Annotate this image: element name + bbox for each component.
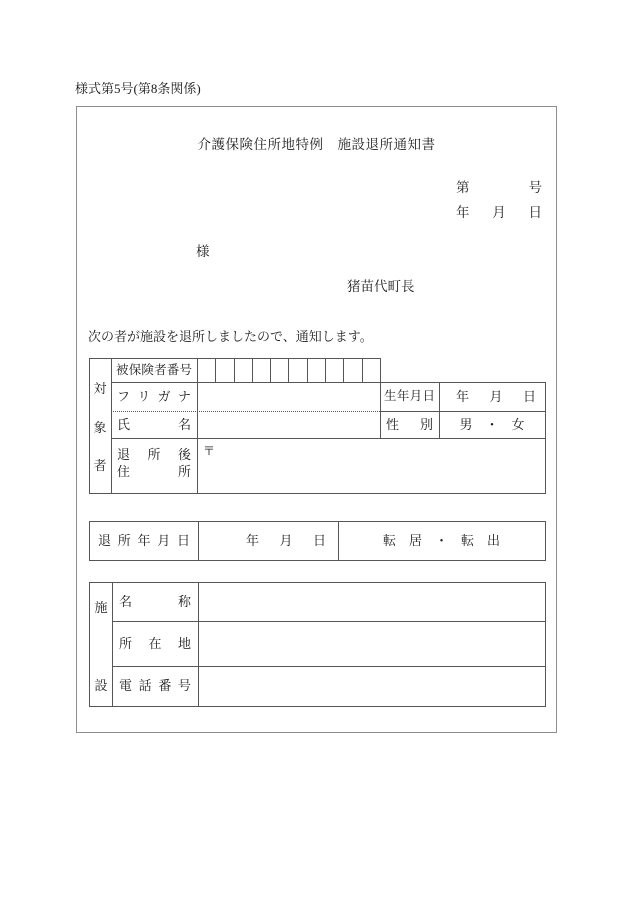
sex-label: 性 別	[386, 417, 433, 432]
subject-side-char: 者	[93, 458, 107, 473]
insured-number-digit-cell	[271, 358, 289, 382]
facility-name-value-field	[198, 583, 545, 621]
insured-number-digit-cell	[308, 358, 326, 382]
subject-side-char: 対	[93, 381, 107, 396]
facility-location-value-field	[198, 621, 545, 666]
move-type-value-field: 転 居 ・ 転 出	[382, 533, 500, 548]
insured-number-label: 被保険者番号	[116, 363, 192, 377]
doc-number-suffix: 号	[528, 180, 542, 195]
divider	[545, 382, 546, 494]
doc-date-year: 年	[456, 205, 470, 220]
furigana-label: フ リ ガ ナ	[117, 389, 191, 404]
form-outer-box	[76, 106, 557, 733]
facility-location-label: 所 在 地	[119, 636, 191, 651]
name-value-field	[197, 411, 380, 438]
insured-number-digit-cell	[235, 358, 253, 382]
form-title: 介護保険住所地特例 施設退所通知書	[197, 137, 436, 152]
discharge-table	[89, 521, 546, 561]
intro-sentence: 次の者が施設を退所しましたので、通知します。	[88, 329, 373, 344]
facility-table	[89, 582, 546, 707]
discharge-date-label: 退 所 年 月 日	[98, 533, 190, 548]
sender-title: 猪苗代町長	[347, 279, 415, 294]
sex-value-field: 男 ・ 女	[459, 417, 525, 432]
insured-number-digit-cell	[326, 358, 344, 382]
birth-date-value-field: 年 月 日	[456, 389, 536, 404]
doc-date-day: 日	[528, 205, 542, 220]
facility-side-char: 施	[94, 600, 108, 615]
facility-phone-value-field	[198, 666, 545, 706]
addressee-suffix: 様	[196, 244, 210, 259]
postal-mark: 〒	[203, 444, 216, 458]
address-label-line1: 退 所 後	[117, 447, 191, 462]
facility-side-char: 設	[94, 678, 108, 693]
discharge-date-value-field: 年 月 日	[246, 533, 326, 548]
insured-number-digit-cells	[198, 358, 380, 382]
doc-date-month: 月	[492, 205, 506, 220]
insured-number-digit-cell	[289, 358, 307, 382]
insured-number-digit-cell	[344, 358, 362, 382]
name-label: 氏 名	[117, 417, 191, 432]
facility-name-label: 名 称	[119, 594, 191, 609]
doc-number-line	[456, 176, 542, 195]
birth-date-label: 生年月日	[384, 389, 435, 403]
subject-side-label	[89, 358, 111, 494]
subject-side-char: 象	[93, 419, 107, 435]
facility-phone-label: 電 話 番 号	[119, 678, 191, 693]
doc-number-prefix: 第	[456, 180, 470, 195]
insured-number-digit-cell	[253, 358, 271, 382]
furigana-value-field	[197, 382, 380, 411]
address-label-line2: 住 所	[117, 464, 191, 479]
insured-number-digit-cell	[216, 358, 234, 382]
insured-number-digit-cell	[198, 358, 216, 382]
address-label	[111, 438, 197, 494]
facility-side-label	[90, 583, 112, 706]
insured-number-digit-cell	[363, 358, 380, 382]
address-value-field	[197, 438, 545, 494]
subject-table	[89, 358, 546, 494]
form-code: 様式第5号(第8条関係)	[75, 81, 201, 96]
doc-date-line	[456, 201, 542, 220]
